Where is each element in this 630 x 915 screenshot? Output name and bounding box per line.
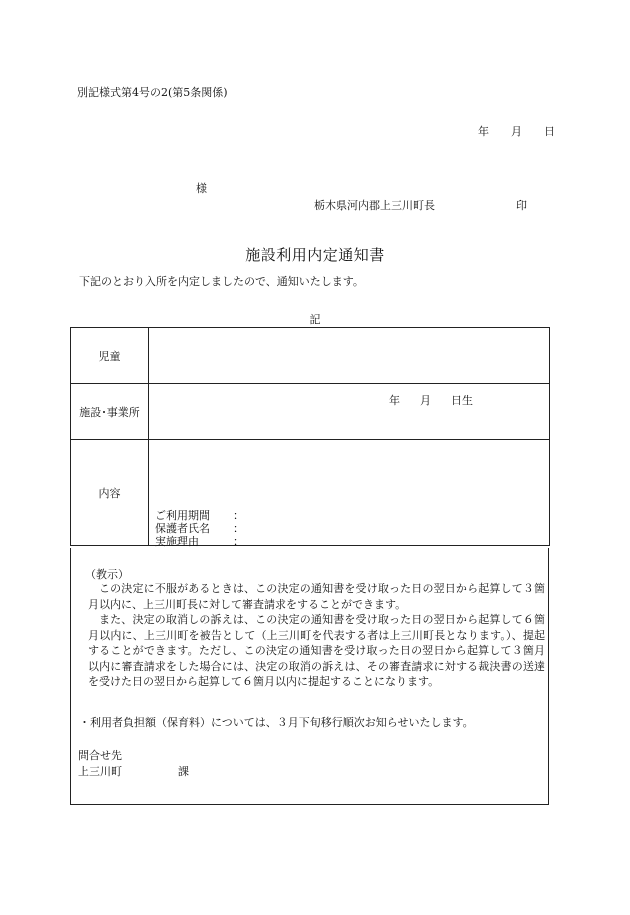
content-row	[71, 440, 550, 546]
contact-department: 課	[178, 765, 189, 778]
detail-colon: ：	[233, 534, 244, 548]
facility-label: 施設･事業所	[71, 384, 149, 440]
issue-date	[478, 123, 555, 139]
birth-year: 年	[389, 393, 400, 407]
date-day: 日	[544, 125, 555, 138]
date-year: 年	[478, 125, 489, 138]
facility-value-cell	[149, 384, 550, 440]
child-label: 児童	[71, 328, 149, 384]
form-number: 別記様式第4号の2(第5条関係)	[77, 86, 228, 99]
content-label: 内容	[71, 440, 149, 546]
detail-label: 保護者氏名	[155, 521, 210, 535]
notice-box	[70, 548, 549, 805]
details-table	[70, 327, 550, 546]
detail-label: 実施理由	[155, 534, 199, 548]
birth-date	[389, 392, 473, 408]
detail-colon: ：	[233, 508, 244, 522]
child-value-cell	[149, 328, 550, 407]
addressee-suffix: 様	[196, 182, 207, 195]
facility-row	[71, 384, 550, 440]
detail-label: ご利用期間	[155, 508, 210, 522]
child-row	[71, 328, 550, 384]
notice-heading: （教示）	[85, 568, 129, 581]
notice-paragraph-appeal: この決定に不服があるときは、この決定の通知書を受け取った日の翌日から起算して３箇月以内に、上三川町長に対して審査請求をすることができます。	[88, 582, 545, 611]
seal-mark: 印	[516, 199, 527, 212]
fee-note: ・利用者負担額（保育料）については、３月下旬移行順次お知らせいたします。	[79, 716, 474, 729]
detail-guardian-name	[155, 522, 244, 535]
document-title: 施設利用内定通知書	[245, 246, 385, 264]
detail-list	[155, 509, 244, 548]
birth-day: 日生	[451, 393, 473, 407]
content-value-cell	[149, 440, 550, 546]
contact-heading: 問合せ先	[78, 749, 122, 762]
issuer: 栃木県河内郡上三川町長	[314, 199, 435, 212]
date-month: 月	[511, 125, 522, 138]
ki-heading: 記	[309, 313, 321, 326]
detail-usage-period	[155, 509, 244, 522]
detail-colon: ：	[233, 521, 244, 535]
birth-month: 月	[420, 393, 431, 407]
notice-paragraph-lawsuit: また、決定の取消しの訴えは、この決定の通知書を受け取った日の翌日から起算して６箇月以内に、上三川町を被告として（上三川町を代表する者は上三川町長となります。）、提起することができます。ただし、この決定の通知書を受け取った日の翌日から起算して３箇月以内に審査請求をした場合には、決定の取消の訴えは、その審査請求に対する裁決書の送達を受けた日の翌日から起算して６箇月以内に提起することになります。	[88, 613, 545, 688]
detail-reason	[155, 535, 244, 548]
intro-text: 下記のとおり入所を内定しましたので、通知いたします。	[79, 275, 364, 288]
contact-town: 上三川町	[78, 765, 122, 778]
